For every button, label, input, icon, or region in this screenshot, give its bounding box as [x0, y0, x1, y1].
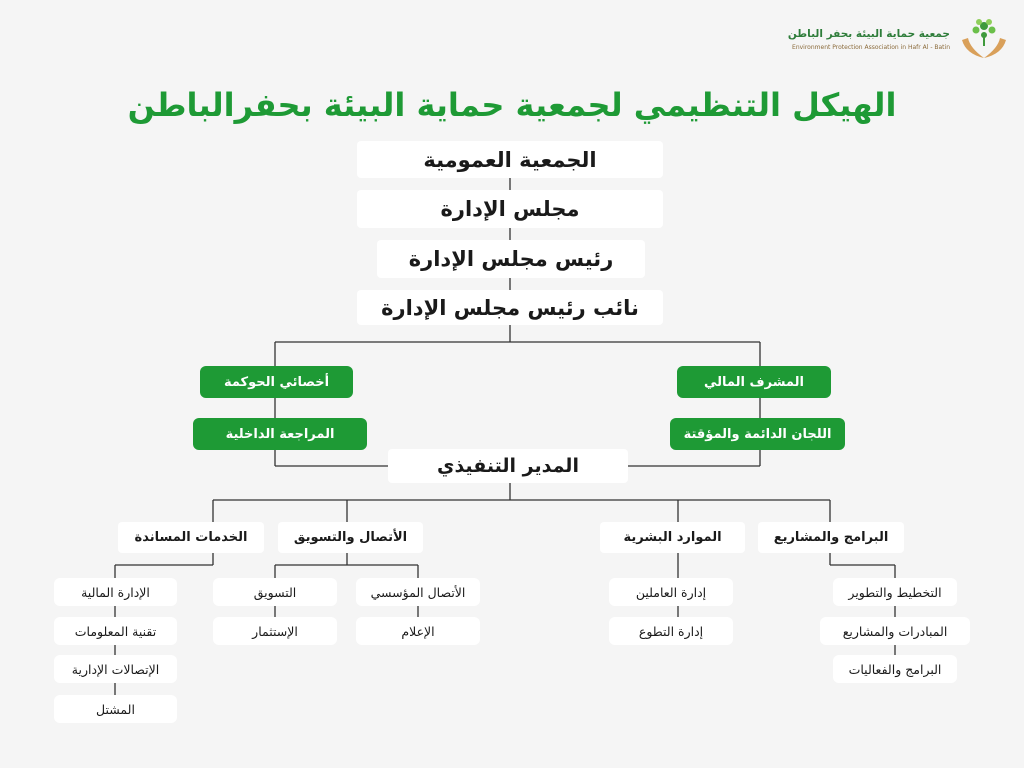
- node-executive-director: المدير التنفيذي: [388, 449, 628, 483]
- node-information-technology: تقنية المعلومات: [54, 617, 177, 645]
- node-marketing: التسويق: [213, 578, 337, 606]
- node-corporate-communication: الأتصال المؤسسي: [356, 578, 480, 606]
- node-initiatives-projects: المبادرات والمشاريع: [820, 617, 970, 645]
- association-logo: [787, 14, 1012, 64]
- node-support-services: الخدمات المساندة: [118, 522, 264, 553]
- node-vice-chairman: نائب رئيس مجلس الإدارة: [357, 290, 663, 325]
- node-board: مجلس الإدارة: [357, 190, 663, 228]
- node-staff-management: إدارة العاملين: [609, 578, 733, 606]
- node-human-resources: الموارد البشرية: [600, 522, 745, 553]
- node-investment: الإستثمار: [213, 617, 337, 645]
- logo-name-arabic: جمعية حماية البيئة بحفر الباطن: [787, 28, 950, 40]
- node-nursery: المشتل: [54, 695, 177, 723]
- node-general-assembly: الجمعية العمومية: [357, 141, 663, 178]
- node-administrative-communications: الإتصالات الإدارية: [54, 655, 177, 683]
- node-governance: أخصائي الحوكمة: [200, 366, 353, 398]
- node-financial-supervisor: المشرف المالي: [677, 366, 831, 398]
- node-programs-projects: البرامج والمشاريع: [758, 522, 904, 553]
- node-planning-development: التخطيط والتطوير: [833, 578, 957, 606]
- node-communication-marketing: الأتصال والتسويق: [278, 522, 423, 553]
- node-programs-events: البرامج والفعاليات: [833, 655, 957, 683]
- node-volunteer-management: إدارة التطوع: [609, 617, 733, 645]
- tree-hands-icon: [956, 14, 1012, 64]
- logo-name-english: Environment Protection Association in Hafr Al - Batin: [792, 44, 950, 51]
- node-committees: اللجان الدائمة والمؤقتة: [670, 418, 845, 450]
- node-internal-audit: المراجعة الداخلية: [193, 418, 367, 450]
- page-title: الهيكل التنظيمي لجمعية حماية البيئة بحفرالباطن: [127, 86, 897, 124]
- node-media: الإعلام: [356, 617, 480, 645]
- node-chairman: رئيس مجلس الإدارة: [377, 240, 645, 278]
- node-financial-management: الإدارة المالية: [54, 578, 177, 606]
